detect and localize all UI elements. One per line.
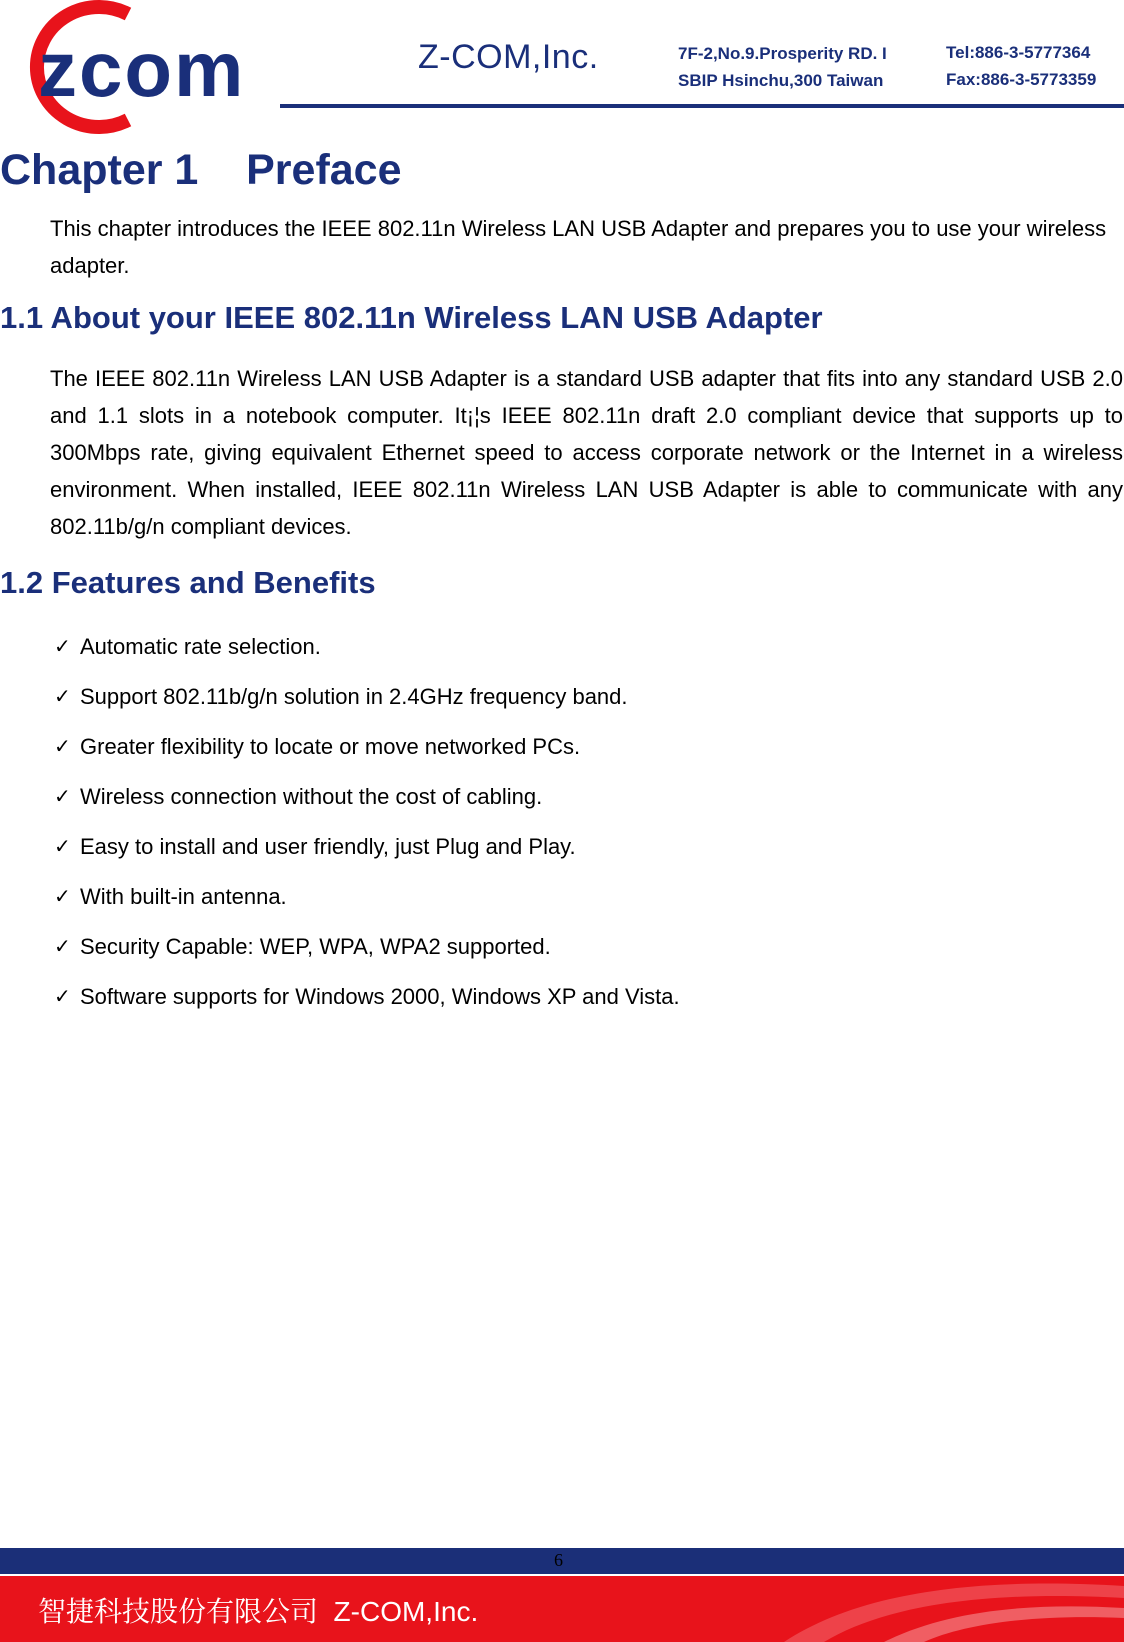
features-list bbox=[54, 634, 680, 1034]
tel-line bbox=[946, 39, 1096, 66]
feature-text: Greater flexibility to locate or move networked PCs. bbox=[80, 734, 581, 759]
checkmark-icon: ✓ bbox=[54, 636, 71, 658]
chapter-title: Chapter 1 Preface bbox=[0, 146, 402, 194]
list-item bbox=[54, 934, 680, 984]
checkmark-icon: ✓ bbox=[54, 786, 71, 808]
footer-company-text: 智捷科技股份有限公司 Z-COM,Inc. bbox=[38, 1596, 479, 1627]
feature-text: With built-in antenna. bbox=[80, 884, 287, 909]
feature-text: Wireless connection without the cost of cabling. bbox=[80, 784, 543, 809]
address-line-1: 7F-2,No.9.Prosperity RD. I bbox=[678, 44, 887, 63]
list-item bbox=[54, 684, 680, 734]
list-item bbox=[54, 984, 680, 1034]
list-item bbox=[54, 884, 680, 934]
header-divider bbox=[280, 104, 1124, 108]
list-item bbox=[54, 634, 680, 684]
checkmark-icon: ✓ bbox=[54, 736, 71, 758]
list-item bbox=[54, 734, 680, 784]
fax-line bbox=[946, 66, 1096, 93]
page-footer bbox=[0, 1548, 1124, 1642]
checkmark-icon: ✓ bbox=[54, 886, 71, 908]
fax-value: :886-3-5773359 bbox=[975, 70, 1097, 89]
checkmark-icon: ✓ bbox=[54, 986, 71, 1008]
page-header bbox=[0, 0, 1124, 130]
tel-value: :886-3-5777364 bbox=[969, 43, 1091, 62]
company-contact bbox=[946, 39, 1096, 93]
page-number: 6 bbox=[554, 1550, 563, 1570]
list-item bbox=[54, 784, 680, 834]
footer-swoosh-graphic bbox=[764, 1576, 1124, 1642]
address-line-2: SBIP Hsinchu,300 Taiwan bbox=[678, 71, 884, 90]
footer-red-band bbox=[0, 1576, 1124, 1642]
chapter-intro: This chapter introduces the IEEE 802.11n Wireless LAN USB Adapter and prepares you to use your wireless adapter. bbox=[50, 216, 1107, 278]
fax-label: Fax bbox=[946, 70, 976, 89]
feature-text: Easy to install and user friendly, just Plug and Play. bbox=[80, 834, 576, 859]
logo-wordmark: zcom bbox=[38, 25, 246, 113]
list-item bbox=[54, 834, 680, 884]
tel-label: Tel bbox=[946, 43, 970, 62]
section-heading-about: 1.1 About your IEEE 802.11n Wireless LAN USB Adapter bbox=[0, 300, 823, 335]
company-name: Z-COM,Inc. bbox=[418, 38, 599, 76]
zcom-logo bbox=[0, 0, 280, 135]
section-heading-features: 1.2 Features and Benefits bbox=[0, 565, 376, 600]
company-address bbox=[678, 40, 887, 94]
feature-text: Software supports for Windows 2000, Windows XP and Vista. bbox=[80, 984, 680, 1009]
checkmark-icon: ✓ bbox=[54, 686, 71, 708]
checkmark-icon: ✓ bbox=[54, 836, 71, 858]
feature-text: Security Capable: WEP, WPA, WPA2 supported. bbox=[80, 934, 551, 959]
feature-text: Support 802.11b/g/n solution in 2.4GHz frequency band. bbox=[80, 684, 628, 709]
section-about-body: The IEEE 802.11n Wireless LAN USB Adapter is a standard USB adapter that fits into any standard USB 2.0 and 1.1 slots in a notebook computer. It¡¦s IEEE 802.11n draft 2.0 compliant device that supports up to 300Mbps rate, giving equivalent Ethernet speed to access corporate network or the Internet in a wireless environment. When installed, IEEE 802.11n Wireless LAN USB Adapter is able to communicate with any 802.11b/g/n compliant devices. bbox=[50, 366, 1123, 539]
checkmark-icon: ✓ bbox=[54, 936, 71, 958]
feature-text: Automatic rate selection. bbox=[80, 634, 321, 659]
